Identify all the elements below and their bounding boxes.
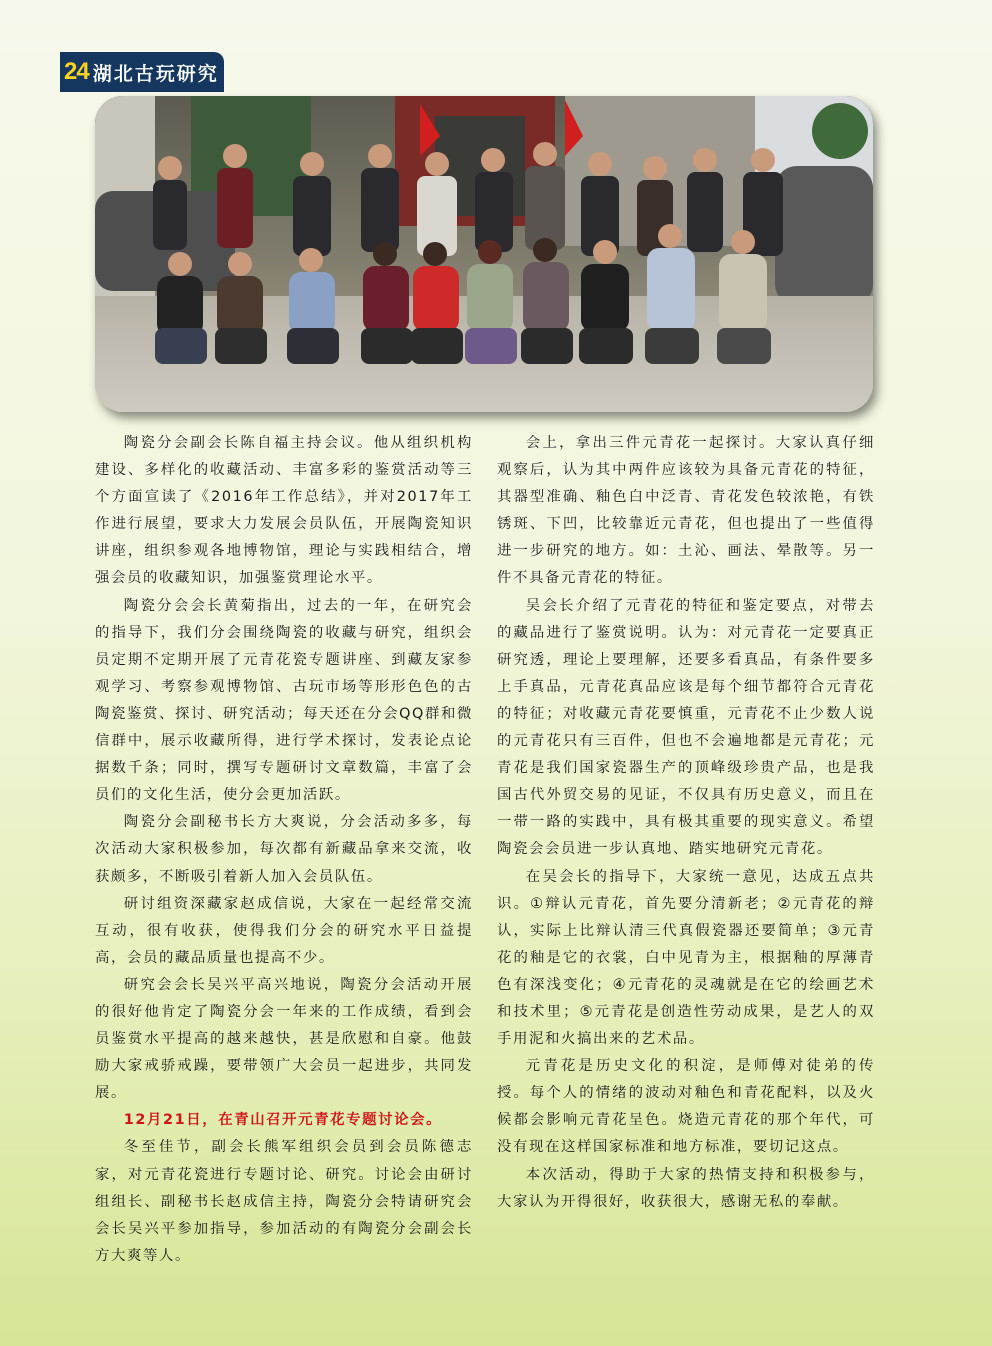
group-photo xyxy=(95,96,873,412)
paragraph: 陶瓷分会副秘书长方大爽说，分会活动多多，每次活动大家积极参加，每次都有新藏品拿来交流，收获颇多，不断吸引着新人加入会员队伍。 xyxy=(95,814,473,885)
paragraph: 研究会会长吴兴平高兴地说，陶瓷分会活动开展的很好他肯定了陶瓷分会一年来的工作成绩，看到会员鉴赏水平提高的越来越快，甚是欣慰和自豪。他鼓励大家戒骄戒躁，要带领广大会员一起进步，共同发展。 xyxy=(95,976,473,1102)
paragraph: 本次活动，得助于大家的热情支持和积极参与，大家认为开得很好，收获很大，感谢无私的奉献。 xyxy=(497,1166,875,1210)
paragraph: 在吴会长的指导下，大家统一意见，达成五点共识。①辩认元青花，首先要分清新老；②元青花的辩认，实际上比辩认清三代真假瓷器还要简单；③元青花的釉是它的衣裳，白中见青为主，根据釉的厚薄青色有深浅变化；④元青花的灵魂就是在它的绘画艺术和技术里；⑤元青花是创造性劳动成果，是艺人的双手用泥和火搞出来的艺术品。 xyxy=(497,868,875,1048)
paragraph: 陶瓷分会副会长陈自福主持会议。他从组织机构建设、多样化的收藏活动、丰富多彩的鉴赏活动等三个方面宣读了《2016年工作总结》，并对2017年工作进行展望，要求大力发展会员队伍，开展陶瓷知识讲座，组织参观各地博物馆，理论与实践相结合，增强会员的收藏知识，加强鉴赏理论水平。 xyxy=(95,435,473,587)
magazine-title: 湖北古玩研究 xyxy=(92,62,219,85)
paragraph: 吴会长介绍了元青花的特征和鉴定要点，对带去的藏品进行了鉴赏说明。认为：对元青花一定要真正研究透，理论上要理解，还要多看真品，有条件要多上手真品，元青花真品应该是每个细节都符合元青花的特征；对收藏元青花要慎重，元青花不止少数人说的元青花只有三百件，但也不会遍地都是元青花；元青花是我们国家瓷器生产的顶峰级珍贵产品，也是我国古代外贸交易的见证，不仅具有历史意义，而且在一带一路的实践中，具有极其重要的现实意义。希望陶瓷会会员进一步认真地、踏实地研究元青花。 xyxy=(497,597,875,858)
magazine-header xyxy=(60,52,224,92)
section-subheading: 12月21日，在青山召开元青花专题讨论会。 xyxy=(123,1112,443,1129)
paragraph: 陶瓷分会会长黄菊指出，过去的一年，在研究会的指导下，我们分会围绕陶瓷的收藏与研究，组织会员定期不定期开展了元青花瓷专题讲座、到藏友家参观学习、考察参观博物馆、古玩市场等形形色色的古陶瓷鉴赏、探讨、研究活动；每天还在分会QQ群和微信群中，展示收藏所得，进行学术探讨，发表论点论据数千条；同时，撰写专题研讨文章数篇，丰富了会员们的文化生活，使分会更加活跃。 xyxy=(95,597,473,804)
paragraph: 冬至佳节，副会长熊军组织会员到会员陈德志家，对元青花瓷进行专题讨论、研究。讨论会由研讨组组长、副秘书长赵成信主持，陶瓷分会特请研究会会长吴兴平参加指导，参加活动的有陶瓷分会副会长方大爽等人。 xyxy=(95,1139,473,1264)
article-right-column xyxy=(497,430,875,1216)
article-left-column xyxy=(95,430,473,1270)
group-photo-icon xyxy=(95,96,873,412)
paragraph: 元青花是历史文化的积淀，是师傅对徒弟的传授。每个人的情绪的波动对釉色和青花配料，以及火候都会影响元青花呈色。烧造元青花的那个年代，可没有现在这样国家标准和地方标准，要切记这点。 xyxy=(497,1058,875,1156)
page-number: 24 xyxy=(64,58,89,85)
paragraph: 会上，拿出三件元青花一起探讨。大家认真仔细观察后，认为其中两件应该较为具备元青花的特征，其器型准确、釉色白中泛青、青花发色较浓艳，有铁锈斑、下凹，比较靠近元青花，但也提出了一些值得进一步研究的地方。如：土沁、画法、晕散等。另一件不具备元青花的特征。 xyxy=(497,435,875,587)
paragraph: 研讨组资深藏家赵成信说，大家在一起经常交流互动，很有收获，使得我们分会的研究水平日益提高，会员的藏品质量也提高不少。 xyxy=(95,895,473,966)
